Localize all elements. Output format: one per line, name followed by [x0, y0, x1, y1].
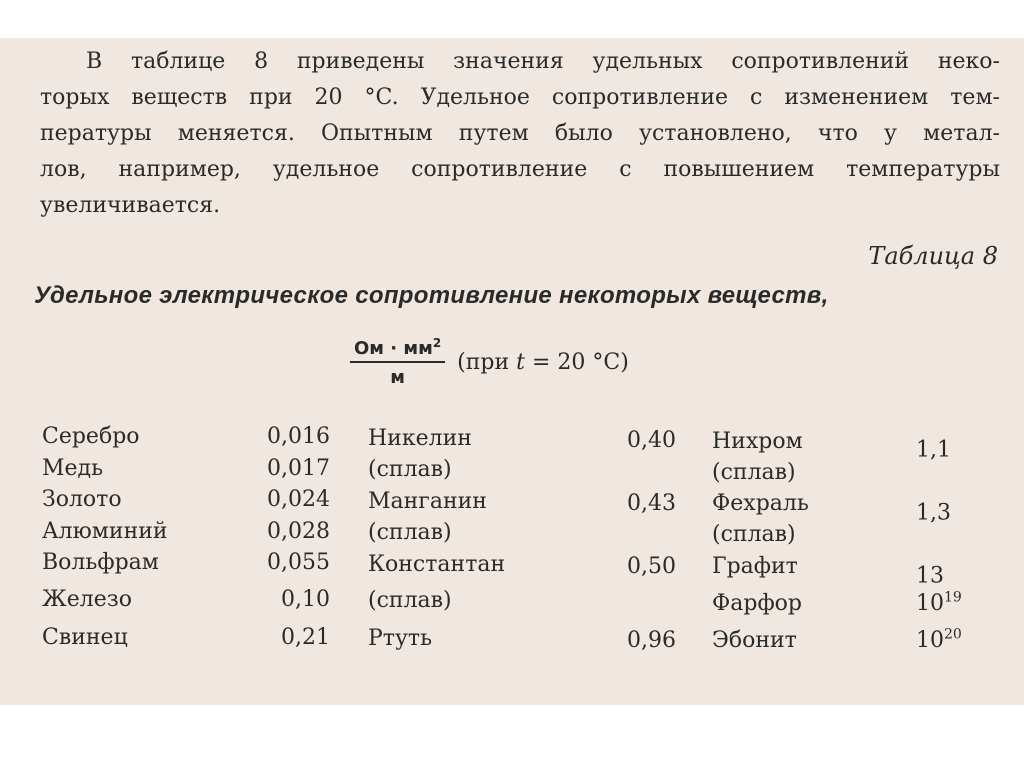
- substance-name: Золото: [42, 487, 122, 512]
- substance-name: Свинец: [42, 625, 128, 650]
- alloy-name: Манганин: [368, 489, 487, 514]
- units-denominator: м: [390, 367, 405, 388]
- substance-name: Алюминий: [42, 519, 168, 544]
- resistivity-value: 0,43: [627, 491, 676, 516]
- alloy-name: Константан: [368, 552, 506, 577]
- units-fraction: [350, 336, 445, 388]
- substance-name: Графит: [712, 554, 798, 579]
- resistivity-value: 0,96: [627, 628, 676, 653]
- resistivity-value: 0,028: [267, 519, 330, 544]
- textbook-page: [0, 38, 1024, 705]
- intro-line: В таблице 8 приведены значения удельных сопротивлений неко-: [86, 49, 1000, 74]
- substance-name: Ртуть: [368, 626, 433, 651]
- intro-paragraph: [40, 44, 1000, 224]
- alloy-note: (сплав): [368, 588, 452, 613]
- alloy-note: (сплав): [712, 522, 796, 547]
- intro-line: увеличивается.: [40, 193, 221, 218]
- alloy-note: (сплав): [368, 520, 452, 545]
- intro-line: пературы меняется. Опытным путем было установлено, что у метал-: [40, 121, 1000, 146]
- alloy-note: (сплав): [368, 457, 452, 482]
- table-label: Таблица 8: [868, 242, 998, 270]
- resistivity-value: 0,016: [267, 424, 330, 449]
- resistivity-value: 1,3: [916, 500, 951, 526]
- alloy-note: (сплав): [712, 460, 796, 485]
- alloy-name: Никелин: [368, 426, 472, 451]
- intro-line: торых веществ при 20 °C. Удельное сопротивление с изменением тем-: [40, 85, 1000, 110]
- table-title: Удельное электрическое сопротивление некоторых веществ,: [34, 282, 829, 309]
- resistivity-value: $10^{19}$: [916, 589, 962, 616]
- resistivity-value: 0,017: [267, 456, 330, 481]
- substance-name: Вольфрам: [42, 550, 159, 575]
- resistivity-value: 0,10: [281, 587, 330, 612]
- resistivity-value: 0,024: [267, 487, 330, 512]
- alloy-name: Нихром: [712, 429, 803, 454]
- resistivity-value: 13: [916, 563, 944, 589]
- substance-name: Эбонит: [712, 628, 797, 653]
- resistivity-value: 1,1: [916, 437, 951, 463]
- units-numerator: Ом · $мм^2$: [350, 336, 445, 363]
- units-line: [350, 330, 629, 394]
- resistivity-value: 0,21: [281, 625, 330, 650]
- substance-name: Фарфор: [712, 591, 803, 616]
- resistivity-value: 0,50: [627, 554, 676, 579]
- substance-name: Медь: [42, 456, 104, 481]
- alloy-name: Фехраль: [712, 491, 809, 516]
- substance-name: Железо: [42, 587, 132, 612]
- intro-line: лов, например, удельное сопротивление с повышением температуры: [40, 157, 1000, 182]
- substance-name: Серебро: [42, 424, 140, 449]
- temperature-condition: (при t = 20 °C): [457, 349, 629, 375]
- resistivity-value: 0,055: [267, 550, 330, 575]
- resistivity-value: 0,40: [627, 428, 676, 453]
- resistivity-value: $10^{20}$: [916, 626, 962, 653]
